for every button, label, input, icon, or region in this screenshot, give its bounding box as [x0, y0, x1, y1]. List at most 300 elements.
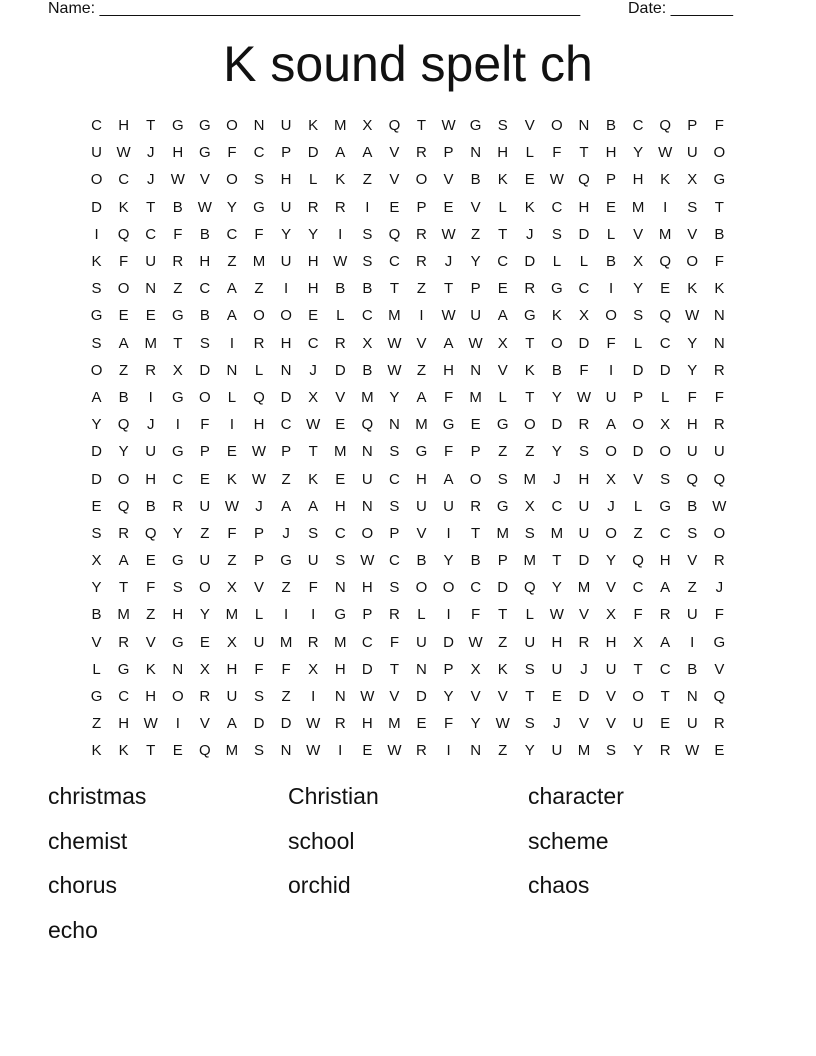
grid-letter: B: [714, 225, 725, 243]
grid-letter: Y: [633, 280, 644, 298]
grid-letter: B: [362, 280, 373, 298]
grid-letter: H: [361, 579, 373, 597]
grid-letter: Z: [416, 361, 427, 379]
grid-letter: M: [577, 579, 591, 597]
grid-letter: A: [226, 280, 237, 298]
grid-letter: M: [550, 524, 564, 542]
grid-letter: K: [91, 253, 102, 271]
grid-letter: N: [470, 144, 482, 162]
grid-letter: I: [148, 388, 153, 406]
grid-letter: P: [606, 171, 617, 189]
grid-letter: C: [118, 688, 130, 706]
grid-letter: P: [470, 280, 481, 298]
grid-letter: A: [660, 633, 671, 651]
grid-letter: F: [146, 579, 156, 597]
grid-letter: U: [551, 742, 563, 760]
grid-letter: S: [172, 579, 183, 597]
grid-letter: C: [578, 280, 590, 298]
grid-row: [83, 166, 733, 193]
grid-letter: Y: [443, 552, 454, 570]
grid-letter: N: [172, 660, 184, 678]
grid-letter: V: [443, 171, 454, 189]
grid-letter: K: [91, 742, 102, 760]
grid-letter: V: [389, 144, 400, 162]
grid-letter: L: [606, 225, 616, 243]
grid-letter: S: [687, 198, 698, 216]
grid-letter: R: [334, 334, 346, 352]
grid-letter: J: [553, 470, 561, 488]
grid-letter: O: [659, 443, 672, 461]
grid-letter: B: [470, 552, 481, 570]
grid-letter: W: [441, 307, 456, 325]
grid-letter: I: [446, 742, 451, 760]
grid-letter: I: [608, 280, 614, 298]
grid-letter: J: [444, 253, 453, 271]
grid-letter: J: [580, 660, 588, 678]
grid-letter: T: [308, 443, 318, 461]
grid-letter: G: [659, 497, 672, 515]
grid-letter: Z: [687, 579, 697, 597]
grid-letter: P: [389, 524, 400, 542]
grid-letter: G: [90, 688, 103, 706]
grid-letter: K: [308, 117, 319, 135]
grid-letter: R: [416, 742, 427, 760]
grid-letter: U: [605, 388, 617, 406]
grid-letter: K: [145, 660, 156, 678]
grid-letter: O: [199, 579, 211, 597]
grid-letter: F: [443, 715, 454, 733]
grid-letter: Q: [144, 524, 157, 542]
grid-letter: Y: [551, 579, 562, 597]
grid-letter: G: [415, 443, 428, 461]
grid-letter: D: [524, 253, 536, 271]
grid-letter: Q: [659, 253, 672, 271]
grid-letter: S: [660, 470, 671, 488]
grid-letter: V: [606, 715, 617, 733]
grid-letter: V: [145, 633, 156, 651]
grid-letter: X: [633, 253, 644, 271]
grid-letter: L: [254, 606, 264, 624]
grid-letter: O: [713, 524, 726, 542]
grid-letter: W: [306, 416, 321, 434]
grid-letter: C: [470, 579, 482, 597]
grid-letter: R: [470, 497, 482, 515]
grid-letter: K: [118, 198, 129, 216]
grid-letter: P: [497, 552, 508, 570]
grid-letter: M: [577, 742, 591, 760]
grid-letter: F: [281, 660, 291, 678]
grid-letter: E: [226, 443, 237, 461]
grid-letter: O: [415, 579, 428, 597]
grid-letter: C: [659, 524, 671, 542]
grid-letter: C: [334, 524, 346, 542]
grid-letter: D: [253, 715, 265, 733]
grid-letter: A: [606, 416, 617, 434]
grid-letter: R: [416, 253, 427, 271]
grid-row: [83, 737, 733, 764]
grid-letter: S: [254, 171, 265, 189]
grid-letter: O: [551, 334, 563, 352]
grid-letter: C: [632, 579, 644, 597]
grid-row: [83, 547, 733, 574]
grid-letter: M: [225, 742, 239, 760]
grid-letter: G: [171, 388, 184, 406]
grid-letter: M: [523, 552, 537, 570]
grid-letter: D: [443, 633, 454, 651]
grid-letter: E: [199, 470, 210, 488]
grid-letter: M: [361, 388, 374, 406]
grid-letter: N: [361, 497, 373, 515]
grid-letter: O: [632, 416, 644, 434]
grid-letter: L: [336, 307, 345, 325]
grid-letter: N: [470, 742, 482, 760]
grid-letter: Q: [253, 388, 265, 406]
grid-letter: J: [607, 497, 615, 515]
grid-letter: Q: [199, 742, 211, 760]
grid-letter: A: [443, 470, 454, 488]
grid-letter: F: [633, 606, 643, 624]
grid-letter: H: [551, 633, 563, 651]
grid-letter: X: [226, 579, 237, 597]
grid-letter: W: [251, 443, 267, 461]
grid-letter: C: [307, 334, 319, 352]
grid-letter: O: [226, 117, 238, 135]
grid-letter: Z: [362, 171, 372, 189]
grid-letter: T: [633, 660, 643, 678]
grid-letter: T: [443, 280, 454, 298]
grid-letter: M: [252, 253, 266, 271]
grid-letter: V: [416, 524, 427, 542]
grid-row: [83, 194, 733, 221]
grid-letter: V: [199, 171, 210, 189]
grid-letter: R: [416, 225, 427, 243]
grid-letter: V: [91, 633, 102, 651]
grid-letter: Y: [226, 198, 237, 216]
grid-letter: M: [333, 443, 347, 461]
grid-letter: M: [117, 606, 130, 624]
grid-letter: Y: [443, 688, 454, 706]
grid-letter: T: [471, 524, 481, 542]
grid-letter: E: [524, 171, 535, 189]
grid-letter: F: [173, 225, 183, 243]
grid-letter: V: [633, 470, 644, 488]
grid-row: [83, 601, 733, 628]
grid-letter: A: [362, 144, 373, 162]
grid-letter: B: [687, 660, 698, 678]
grid-letter: Y: [606, 552, 617, 570]
grid-letter: H: [199, 253, 211, 271]
grid-letter: M: [631, 198, 645, 216]
grid-letter: T: [579, 144, 589, 162]
grid-letter: J: [715, 579, 724, 597]
grid-letter: S: [199, 334, 210, 352]
grid-letter: S: [91, 524, 102, 542]
grid-letter: Q: [388, 225, 401, 243]
grid-letter: Z: [91, 715, 102, 733]
grid-row: [83, 357, 733, 384]
grid-row: [83, 411, 733, 438]
grid-letter: I: [311, 688, 316, 706]
grid-letter: S: [362, 225, 373, 243]
grid-letter: G: [171, 633, 184, 651]
grid-letter: T: [525, 334, 535, 352]
date-field-label: Date: _______: [628, 0, 733, 17]
grid-letter: J: [146, 171, 155, 189]
grid-letter: P: [633, 388, 644, 406]
grid-letter: O: [117, 280, 130, 298]
grid-letter: Z: [498, 443, 508, 461]
grid-letter: O: [469, 470, 482, 488]
grid-row: [83, 112, 733, 139]
grid-letter: H: [145, 470, 157, 488]
grid-letter: I: [663, 198, 668, 216]
grid-letter: L: [498, 198, 507, 216]
grid-letter: J: [526, 225, 534, 243]
grid-letter: H: [226, 660, 238, 678]
grid-letter: Q: [117, 225, 130, 243]
grid-letter: C: [361, 633, 373, 651]
grid-letter: Q: [659, 117, 672, 135]
grid-letter: Z: [281, 688, 291, 706]
grid-letter: W: [712, 497, 727, 515]
grid-letter: I: [338, 742, 343, 760]
grid-letter: C: [145, 225, 157, 243]
grid-letter: C: [253, 144, 265, 162]
grid-letter: G: [199, 144, 211, 162]
grid-letter: V: [606, 688, 617, 706]
grid-letter: P: [687, 117, 698, 135]
grid-letter: K: [660, 171, 671, 189]
grid-letter: T: [146, 198, 156, 216]
grid-letter: C: [226, 225, 238, 243]
grid-letter: S: [524, 660, 535, 678]
grid-letter: S: [578, 443, 589, 461]
grid-letter: Q: [578, 171, 590, 189]
grid-letter: F: [119, 253, 129, 271]
grid-letter: D: [416, 688, 427, 706]
grid-letter: G: [199, 117, 211, 135]
grid-letter: G: [171, 117, 184, 135]
grid-letter: L: [254, 361, 264, 379]
grid-letter: C: [118, 171, 130, 189]
grid-letter: T: [714, 198, 724, 216]
grid-row: [83, 710, 733, 737]
grid-letter: V: [524, 117, 535, 135]
grid-letter: B: [145, 497, 156, 515]
grid-letter: G: [496, 416, 509, 434]
grid-letter: D: [551, 416, 563, 434]
grid-letter: F: [579, 361, 589, 379]
grid-letter: T: [119, 579, 129, 597]
word-search-grid: [83, 112, 733, 765]
grid-letter: M: [144, 334, 157, 352]
grid-letter: N: [145, 280, 157, 298]
grid-letter: T: [416, 117, 427, 135]
grid-letter: S: [687, 524, 698, 542]
grid-letter: O: [226, 171, 238, 189]
grid-letter: L: [227, 388, 237, 406]
grid-letter: L: [92, 660, 101, 678]
grid-letter: B: [199, 225, 210, 243]
grid-letter: G: [171, 552, 184, 570]
grid-letter: B: [91, 606, 102, 624]
grid-letter: P: [443, 660, 454, 678]
grid-letter: G: [496, 497, 509, 515]
grid-letter: B: [172, 198, 183, 216]
grid-letter: D: [578, 225, 590, 243]
grid-letter: L: [579, 253, 589, 271]
grid-letter: M: [415, 416, 428, 434]
grid-letter: Z: [498, 742, 508, 760]
grid-letter: B: [335, 280, 346, 298]
grid-letter: J: [146, 144, 155, 162]
grid-letter: R: [334, 715, 346, 733]
grid-row: [83, 302, 733, 329]
grid-letter: V: [254, 579, 265, 597]
grid-letter: H: [686, 416, 698, 434]
grid-letter: D: [199, 361, 211, 379]
grid-letter: M: [469, 388, 482, 406]
grid-row: [83, 139, 733, 166]
grid-letter: E: [416, 715, 427, 733]
grid-letter: D: [91, 470, 102, 488]
grid-letter: Z: [633, 524, 643, 542]
grid-letter: C: [361, 307, 373, 325]
grid-letter: G: [551, 280, 563, 298]
grid-letter: D: [91, 198, 102, 216]
grid-letter: W: [576, 388, 592, 406]
grid-letter: N: [388, 416, 400, 434]
grid-letter: S: [254, 688, 265, 706]
grid-letter: L: [633, 334, 643, 352]
grid-letter: W: [224, 497, 240, 515]
grid-letter: I: [175, 416, 180, 434]
grid-letter: Z: [227, 552, 237, 570]
word-bank-item: Christian: [288, 783, 379, 809]
grid-letter: O: [90, 171, 103, 189]
grid-letter: P: [281, 144, 292, 162]
grid-row: [83, 683, 733, 710]
grid-letter: W: [658, 144, 673, 162]
grid-row: [83, 438, 733, 465]
grid-letter: D: [632, 443, 644, 461]
grid-letter: U: [443, 497, 454, 515]
grid-letter: O: [361, 524, 374, 542]
grid-letter: F: [552, 144, 562, 162]
grid-letter: U: [307, 552, 319, 570]
grid-letter: V: [714, 660, 725, 678]
grid-letter: I: [446, 524, 451, 542]
grid-letter: R: [118, 633, 130, 651]
grid-letter: N: [416, 660, 427, 678]
grid-letter: U: [713, 443, 725, 461]
grid-letter: W: [387, 742, 402, 760]
grid-letter: H: [334, 497, 346, 515]
grid-letter: H: [253, 416, 265, 434]
grid-letter: X: [362, 334, 373, 352]
grid-letter: P: [362, 606, 373, 624]
grid-letter: Y: [91, 416, 102, 434]
grid-letter: K: [118, 742, 129, 760]
grid-letter: U: [578, 524, 590, 542]
grid-letter: O: [280, 307, 292, 325]
grid-letter: E: [118, 307, 129, 325]
grid-letter: U: [416, 633, 427, 651]
grid-letter: X: [660, 416, 671, 434]
grid-letter: D: [632, 361, 644, 379]
grid-letter: E: [497, 280, 508, 298]
grid-letter: Y: [551, 443, 562, 461]
grid-letter: T: [146, 117, 156, 135]
grid-letter: X: [497, 334, 508, 352]
grid-letter: A: [91, 388, 102, 406]
grid-letter: E: [362, 742, 373, 760]
grid-letter: Q: [361, 416, 374, 434]
grid-letter: I: [229, 416, 235, 434]
grid-letter: C: [551, 198, 563, 216]
grid-letter: V: [416, 334, 427, 352]
grid-letter: Z: [173, 280, 183, 298]
grid-letter: S: [524, 524, 535, 542]
grid-letter: U: [416, 497, 427, 515]
grid-letter: Q: [117, 497, 130, 515]
grid-letter: Z: [200, 524, 210, 542]
grid-letter: T: [389, 280, 399, 298]
grid-letter: T: [525, 388, 535, 406]
grid-letter: X: [308, 388, 319, 406]
grid-letter: Z: [119, 361, 129, 379]
grid-letter: F: [254, 225, 264, 243]
grid-letter: O: [713, 144, 726, 162]
grid-letter: N: [280, 361, 292, 379]
grid-letter: H: [416, 470, 427, 488]
grid-letter: V: [578, 606, 589, 624]
grid-letter: A: [335, 144, 346, 162]
grid-letter: R: [713, 361, 725, 379]
grid-letter: P: [254, 524, 265, 542]
grid-letter: K: [551, 307, 562, 325]
grid-letter: A: [416, 388, 427, 406]
grid-letter: K: [308, 470, 319, 488]
grid-letter: C: [632, 117, 644, 135]
header-line: [48, 0, 748, 20]
grid-letter: I: [446, 606, 451, 624]
grid-letter: A: [443, 334, 454, 352]
grid-letter: M: [225, 606, 239, 624]
grid-letter: B: [416, 552, 427, 570]
grid-letter: X: [172, 361, 183, 379]
grid-letter: C: [199, 280, 211, 298]
grid-letter: W: [306, 715, 321, 733]
grid-letter: R: [713, 715, 725, 733]
grid-row: [83, 384, 733, 411]
grid-letter: O: [632, 688, 644, 706]
grid-letter: R: [578, 633, 590, 651]
grid-letter: W: [360, 552, 375, 570]
grid-letter: M: [496, 524, 509, 542]
word-bank-item: christmas: [48, 783, 147, 809]
grid-letter: Y: [172, 524, 183, 542]
grid-row: [83, 629, 733, 656]
grid-letter: B: [470, 171, 481, 189]
grid-letter: Q: [117, 416, 130, 434]
grid-letter: H: [145, 688, 157, 706]
grid-letter: Q: [713, 688, 726, 706]
grid-letter: G: [171, 443, 184, 461]
grid-letter: J: [309, 361, 317, 379]
grid-letter: S: [551, 225, 562, 243]
grid-letter: G: [171, 307, 184, 325]
